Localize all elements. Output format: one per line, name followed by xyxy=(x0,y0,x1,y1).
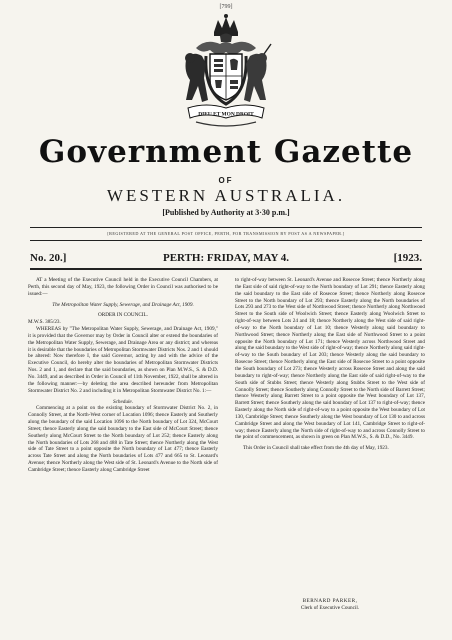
effective-date-note: This Order in Council shall take effect from the 4th day of May, 1923. xyxy=(243,445,389,452)
issue-year: [1923. xyxy=(393,252,422,264)
schedule-continued: to right-of-way between St. Leonard's Avenue and Rosecoe Street; thence Northerly along the East side of said right-of-way to the North boundary of Lot 291; thence Easterly along the said boundary to the East side of Rosecoe Street; thence Northerly along Rosecoe Street to the North boundary of Lot 293; thence Easterly along the North boundaries of Lots 293 and 273 to the West side of Northwood Street; thence Northerly along Northwood Street to the South side of Woolwich Street; thence Easterly along Woolwich Street to right-of-way between Lots 24 and 18; thence Northerly along the West side of said right-of-way to the North boundary of Lot 10; thence Westerly along said boundary to Northwood Street; thence Northerly along the East side of Northwood Street to a point opposite the North boundary of Lot 171; thence Westerly across Northwood Street and along the said boundary to the West side of right-of-way; thence Northerly along said right-of-way to the South boundary of Lot 203; thence Westerly along the said boundary to Rosecoe Street; thence Northerly along the East side of Rosecoe Street to a point opposite the South boundary of Lot 273; thence Westerly across Rosecoe Street and along the said boundary to right-of-way; thence Northerly along the East side of said right-of-way to the South side of Stubbs Street; thence Westerly along Stubbs Street to the West side of Connolly Street; thence Southerly along Connolly Street to the North side of Barrett Street; thence Westerly along Barrett Street to a point opposite the West boundary of Lot 137, Barrett Street; thence Southerly along the said boundary of Lot 137 to right-of-way; thence Easterly along the North side of right-of-way to a point opposite the West boundary of Lot 130, Cambridge Street; thence Southerly along the West boundary of Lot 130 to and across Cambridge Street and along the West boundary of Lot 141, Cambridge Street to right-of-way; thence Easterly along the North side of right-of-way to and across Connolly Street to the point of commencement, as shown in green on Plan M.W.S., S. & D.D., No. 3449. xyxy=(235,277,425,441)
authority-notice: [Published by Authority at 3·30 p.m.] xyxy=(162,208,290,217)
divider xyxy=(30,227,422,228)
order-heading: ORDER IN COUNCIL. xyxy=(97,312,148,319)
meeting-intro: AT a Meeting of the Executive Council held in the Executive Council Chambers, at Perth, this second day of May, 1923, the following Order in Council was authorised to be issued:— xyxy=(28,277,218,297)
registration-notice: [REGISTERED AT THE GENERAL POST OFFICE, PERTH, FOR TRANSMISSION BY POST AS A NEWSPAPER.] xyxy=(107,231,345,236)
royal-coat-of-arms-icon xyxy=(176,14,276,134)
svg-text:DIEU ET MON DROIT: DIEU ET MON DROIT xyxy=(198,111,254,118)
order-body: WHEREAS by "The Metropolitan Water Supply, Sewerage, and Drainage Act, 1909," it is provided that the Governor may by Order in Council alter or extend the boundaries of the Metropolitan Water Supply, Sewerage, and Drainage Area or any district; and whereas it is desirable that the boundaries of Metropolitan Stormwater Districts Nos. 2 and 1 should be altered: Now therefore I, the said Governor, acting by and with the advice of the Executive Council, do hereby alter the boundaries of Metropolitan Stormwater Districts Nos. 2 and 1, and declare that the said boundaries, as shown on Plan M.W.S., S. & D.D. No. 3449, and as described in Order in Council of 11th November, 1922, shall be altered in the following manner:—by deleting the area described hereunder from Metropolitan Stormwater District No. 2 and including it in Metropolitan Stormwater District No. 1:— xyxy=(28,326,218,394)
schedule-heading: Schedule. xyxy=(112,398,134,405)
right-column xyxy=(235,277,425,452)
gazette-title: Government Gazette xyxy=(38,134,414,170)
signatory-name: BERNARD PARKER, xyxy=(302,598,358,604)
issue-number: No. 20.] xyxy=(30,252,67,264)
divider xyxy=(30,240,422,241)
page-number: [799] xyxy=(219,4,233,10)
signature-block xyxy=(235,598,425,612)
divider xyxy=(30,268,422,270)
left-column xyxy=(28,277,218,474)
schedule-text: Commencing at a point on the existing boundary of Stormwater District No. 2, in Connolly Street, at the North-West corner of Location 1096; thence Easterly and Southerly along the boundary of the said Location 1096 to the North boundary of Lot 324, McCourt Street; thence Easterly along the said boundary to the East side of McCourt Street; thence Southerly along McCourt Street to the North boundary of Lot 252; thence Easterly along the North boundaries of Lots 268 and 488 in Tate Street; thence Northerly along the West side of Tate Street to a point opposite the North boundary of Lot 477; thence Easterly across Tate Street and along the North boundaries of Lots 477 and 665 to St. Leonard's Avenue; thence Northerly along the West side of St. Leonard's Avenue to the North side of Cambridge Street; thence Easterly along Cambridge Street xyxy=(28,405,218,473)
signatory-role: Clerk of Executive Council. xyxy=(300,604,360,611)
title-of: OF xyxy=(218,176,234,185)
state-name: WESTERN AUSTRALIA. xyxy=(106,186,346,205)
file-reference: M.W.S. 385/23. xyxy=(28,319,61,326)
issue-place-date: PERTH: FRIDAY, MAY 4. xyxy=(162,252,290,264)
act-title: The Metropolitan Water Supply, Sewerage, and Drainage Act, 1909. xyxy=(52,301,194,308)
